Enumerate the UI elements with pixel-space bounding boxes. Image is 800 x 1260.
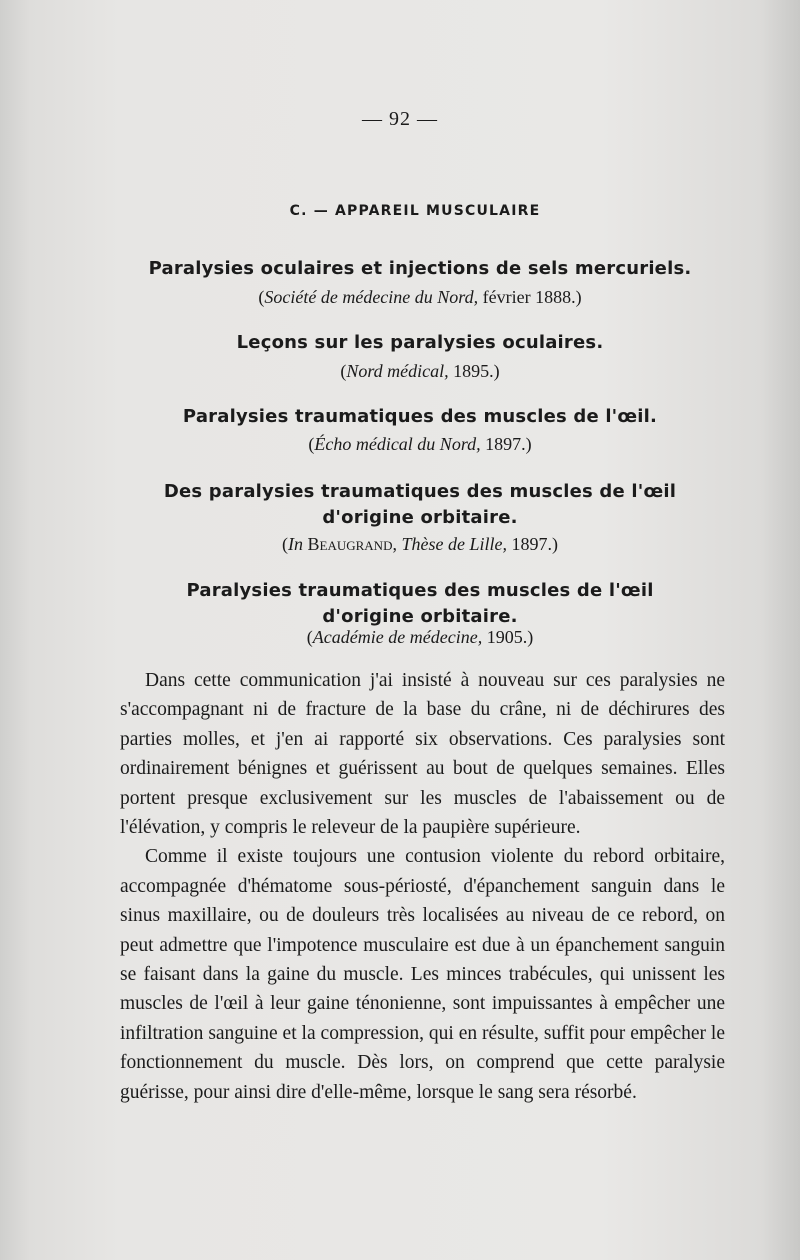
paragraph: Comme il existe toujours une contusion violente du rebord orbitaire, accompagnée d'hématome sous-périosté, d'épanchement sanguin dans le sinus maxillaire, ou de douleurs très localisées au niveau de ce rebord, on peut admettre que l'impotence musculaire est due à un épanchement sanguin se faisant dans la gaine du muscle. Les minces trabécules, qui unissent les muscles de l'œil à leur gaine ténonienne, sont impuissantes à empêcher une infiltration sanguine et la compression, qui en résulte, suffit pour empêcher le fonctionnement du muscle. Dès lors, on comprend que cette paralysie guérisse, pour ainsi dire d'elle-même, lorsque le sang sera résorbé. [120, 846, 725, 1103]
entry-reference: (In Beaugrand, Thèse de Lille, 1897.) [282, 534, 558, 554]
entry-title-line: Leçons sur les paralysies oculaires. [236, 332, 604, 353]
entry-title-line: Paralysies traumatiques des muscles de l'œil [186, 580, 654, 601]
entry-title [100, 578, 740, 630]
entry-title-line: d'origine orbitaire. [322, 606, 518, 627]
entry-reference: (Écho médical du Nord, 1897.) [308, 434, 532, 454]
entry-reference: (Académie de médecine, 1905.) [306, 627, 534, 647]
entry-title-line: Paralysies oculaires et injections de sels mercuriels. [148, 258, 692, 279]
entry-title [100, 479, 740, 531]
entry-reference: (Nord médical, 1895.) [340, 361, 500, 381]
entry-title [100, 330, 740, 356]
entry-reference: (Société de médecine du Nord, février 1888.) [258, 287, 582, 307]
entry-title-line: Des paralysies traumatiques des muscles de l'œil [163, 481, 677, 502]
entry-title-line: d'origine orbitaire. [322, 507, 518, 528]
entry-title [100, 404, 740, 430]
paragraph: Dans cette communication j'ai insisté à nouveau sur ces paralysies ne s'accompagnant ni de fracture de la base du crâne, ni de déchirures des parties molles, et j'en ai rapporté six observations. Ces paralysies sont ordinairement bénignes et guérissent au bout de quelques semaines. Elles portent presque exclusivement sur les muscles de l'abaissement ou de l'élévation, y compris le releveur de la paupière supérieure. [120, 670, 725, 839]
section-heading: C. — APPAREIL MUSCULAIRE [289, 203, 541, 219]
body-text [120, 666, 725, 1107]
entry-title-line: Paralysies traumatiques des muscles de l'œil. [182, 406, 658, 427]
entry-title [100, 256, 740, 282]
page-number: — 92 — [362, 108, 438, 130]
